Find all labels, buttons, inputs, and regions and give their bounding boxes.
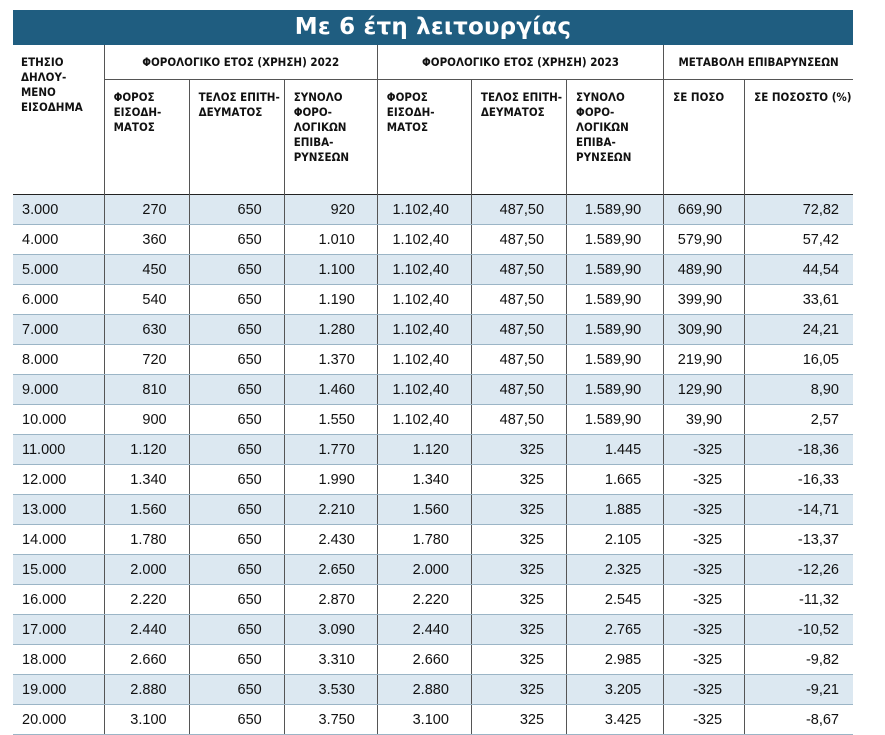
cell-income: 6.000 — [13, 285, 104, 315]
cell-total-2022: 1.550 — [284, 405, 377, 435]
cell-fee-2023: 487,50 — [471, 255, 566, 285]
header-total-2022: ΣΥΝΟΛΟ ΦΟΡΟ- ΛΟΓΙΚΩΝ ΕΠΙΒΑ- ΡΥΝΣΕΩΝ — [284, 80, 377, 195]
cell-change-percent: 72,82 — [745, 195, 853, 225]
cell-fee-2022: 650 — [189, 465, 284, 495]
cell-total-2022: 1.100 — [284, 255, 377, 285]
cell-total-2022: 3.090 — [284, 615, 377, 645]
cell-change-amount: -325 — [664, 525, 745, 555]
cell-fee-2023: 325 — [471, 615, 566, 645]
cell-tax-2022: 2.880 — [104, 675, 189, 705]
cell-change-amount: -325 — [664, 585, 745, 615]
cell-income: 9.000 — [13, 375, 104, 405]
cell-tax-2022: 270 — [104, 195, 189, 225]
table-row — [13, 375, 853, 405]
cell-change-percent: 8,90 — [745, 375, 853, 405]
cell-fee-2022: 650 — [189, 645, 284, 675]
cell-total-2022: 3.310 — [284, 645, 377, 675]
table-row — [13, 315, 853, 345]
cell-income: 14.000 — [13, 525, 104, 555]
cell-change-amount: -325 — [664, 705, 745, 735]
cell-tax-2022: 2.440 — [104, 615, 189, 645]
cell-income: 8.000 — [13, 345, 104, 375]
cell-fee-2023: 325 — [471, 645, 566, 675]
table-header — [13, 45, 853, 195]
cell-change-percent: -8,67 — [745, 705, 853, 735]
cell-tax-2023: 1.102,40 — [377, 225, 471, 255]
cell-income: 10.000 — [13, 405, 104, 435]
table-row — [13, 285, 853, 315]
cell-fee-2023: 325 — [471, 465, 566, 495]
cell-total-2023: 3.425 — [567, 705, 664, 735]
cell-fee-2023: 325 — [471, 675, 566, 705]
cell-tax-2023: 2.660 — [377, 645, 471, 675]
cell-fee-2022: 650 — [189, 255, 284, 285]
cell-change-amount: -325 — [664, 555, 745, 585]
cell-fee-2023: 487,50 — [471, 375, 566, 405]
cell-total-2023: 1.589,90 — [567, 225, 664, 255]
table-row — [13, 465, 853, 495]
cell-total-2023: 2.545 — [567, 585, 664, 615]
cell-total-2022: 3.750 — [284, 705, 377, 735]
cell-total-2023: 3.205 — [567, 675, 664, 705]
cell-fee-2023: 487,50 — [471, 195, 566, 225]
cell-total-2022: 2.430 — [284, 525, 377, 555]
cell-change-amount: 669,90 — [664, 195, 745, 225]
cell-total-2022: 1.010 — [284, 225, 377, 255]
cell-change-amount: -325 — [664, 645, 745, 675]
cell-total-2022: 920 — [284, 195, 377, 225]
cell-change-amount: 489,90 — [664, 255, 745, 285]
cell-change-amount: -325 — [664, 675, 745, 705]
cell-change-percent: 2,57 — [745, 405, 853, 435]
cell-change-amount: 219,90 — [664, 345, 745, 375]
table-row — [13, 555, 853, 585]
cell-tax-2023: 1.102,40 — [377, 285, 471, 315]
cell-total-2022: 1.190 — [284, 285, 377, 315]
table-row — [13, 435, 853, 465]
cell-change-percent: 57,42 — [745, 225, 853, 255]
cell-total-2023: 1.589,90 — [567, 375, 664, 405]
cell-tax-2022: 1.780 — [104, 525, 189, 555]
cell-total-2023: 1.445 — [567, 435, 664, 465]
cell-fee-2022: 650 — [189, 345, 284, 375]
cell-total-2023: 1.589,90 — [567, 315, 664, 345]
cell-tax-2023: 1.120 — [377, 435, 471, 465]
header-group-2023: ΦΟΡΟΛΟΓΙΚΟ ΕΤΟΣ (ΧΡΗΣΗ) 2023 — [377, 45, 663, 80]
cell-fee-2023: 487,50 — [471, 315, 566, 345]
cell-income: 18.000 — [13, 645, 104, 675]
cell-fee-2023: 487,50 — [471, 405, 566, 435]
cell-change-percent: -18,36 — [745, 435, 853, 465]
header-group-2022: ΦΟΡΟΛΟΓΙΚΟ ΕΤΟΣ (ΧΡΗΣΗ) 2022 — [104, 45, 377, 80]
header-tax-2023: ΦΟΡΟΣ ΕΙΣΟΔΗ- ΜΑΤΟΣ — [377, 80, 471, 195]
cell-fee-2022: 650 — [189, 495, 284, 525]
header-income: ΕΤΗΣΙΟ ΔΗΛΟΥ- ΜΕΝΟ ΕΙΣΟΔΗΜΑ — [21, 55, 83, 114]
cell-tax-2023: 3.100 — [377, 705, 471, 735]
cell-tax-2023: 2.000 — [377, 555, 471, 585]
cell-change-amount: 579,90 — [664, 225, 745, 255]
cell-income: 7.000 — [13, 315, 104, 345]
tax-table — [13, 45, 853, 735]
cell-fee-2022: 650 — [189, 675, 284, 705]
cell-tax-2022: 2.660 — [104, 645, 189, 675]
cell-total-2022: 2.870 — [284, 585, 377, 615]
cell-change-amount: 129,90 — [664, 375, 745, 405]
table-row — [13, 255, 853, 285]
header-change-percent: ΣΕ ΠΟΣΟΣΤΟ (%) — [745, 80, 853, 195]
cell-fee-2023: 325 — [471, 435, 566, 465]
cell-change-percent: -13,37 — [745, 525, 853, 555]
cell-fee-2023: 325 — [471, 585, 566, 615]
cell-total-2023: 2.985 — [567, 645, 664, 675]
cell-total-2022: 2.650 — [284, 555, 377, 585]
cell-tax-2023: 1.102,40 — [377, 405, 471, 435]
cell-total-2023: 1.589,90 — [567, 285, 664, 315]
cell-fee-2022: 650 — [189, 435, 284, 465]
cell-total-2023: 1.885 — [567, 495, 664, 525]
cell-total-2022: 1.770 — [284, 435, 377, 465]
cell-income: 20.000 — [13, 705, 104, 735]
cell-fee-2022: 650 — [189, 705, 284, 735]
cell-tax-2023: 1.102,40 — [377, 195, 471, 225]
cell-total-2023: 1.589,90 — [567, 405, 664, 435]
cell-tax-2022: 2.220 — [104, 585, 189, 615]
cell-fee-2022: 650 — [189, 405, 284, 435]
header-group-change: ΜΕΤΑΒΟΛΗ ΕΠΙΒΑΡΥΝΣΕΩΝ — [664, 45, 853, 80]
table-row — [13, 645, 853, 675]
cell-change-amount: 309,90 — [664, 315, 745, 345]
cell-fee-2023: 487,50 — [471, 345, 566, 375]
cell-change-percent: -14,71 — [745, 495, 853, 525]
cell-total-2022: 1.280 — [284, 315, 377, 345]
cell-income: 4.000 — [13, 225, 104, 255]
cell-change-amount: -325 — [664, 465, 745, 495]
cell-fee-2022: 650 — [189, 375, 284, 405]
cell-total-2022: 3.530 — [284, 675, 377, 705]
table-row — [13, 195, 853, 225]
cell-change-amount: -325 — [664, 435, 745, 465]
cell-change-percent: -9,21 — [745, 675, 853, 705]
cell-tax-2023: 1.560 — [377, 495, 471, 525]
cell-total-2023: 2.105 — [567, 525, 664, 555]
table-row — [13, 405, 853, 435]
cell-income: 13.000 — [13, 495, 104, 525]
header-tax-2022: ΦΟΡΟΣ ΕΙΣΟΔΗ- ΜΑΤΟΣ — [104, 80, 189, 195]
cell-fee-2022: 650 — [189, 195, 284, 225]
table-row — [13, 495, 853, 525]
table-body — [13, 195, 853, 735]
cell-tax-2023: 1.102,40 — [377, 345, 471, 375]
table-title: Με 6 έτη λειτουργίας — [13, 10, 853, 45]
cell-total-2023: 1.589,90 — [567, 345, 664, 375]
cell-fee-2022: 650 — [189, 615, 284, 645]
cell-tax-2022: 630 — [104, 315, 189, 345]
cell-total-2022: 1.370 — [284, 345, 377, 375]
cell-change-percent: -10,52 — [745, 615, 853, 645]
cell-tax-2022: 900 — [104, 405, 189, 435]
cell-total-2022: 1.990 — [284, 465, 377, 495]
cell-total-2023: 2.325 — [567, 555, 664, 585]
cell-change-percent: -9,82 — [745, 645, 853, 675]
cell-fee-2022: 650 — [189, 315, 284, 345]
header-fee-2022: ΤΕΛΟΣ ΕΠΙΤΗ- ΔΕΥΜΑΤΟΣ — [189, 80, 284, 195]
cell-fee-2023: 487,50 — [471, 225, 566, 255]
cell-tax-2023: 2.220 — [377, 585, 471, 615]
cell-change-percent: -16,33 — [745, 465, 853, 495]
cell-fee-2023: 487,50 — [471, 285, 566, 315]
cell-tax-2023: 1.102,40 — [377, 375, 471, 405]
cell-tax-2022: 1.340 — [104, 465, 189, 495]
cell-tax-2022: 540 — [104, 285, 189, 315]
cell-tax-2023: 1.102,40 — [377, 315, 471, 345]
cell-change-percent: 24,21 — [745, 315, 853, 345]
cell-total-2023: 2.765 — [567, 615, 664, 645]
cell-total-2022: 1.460 — [284, 375, 377, 405]
cell-tax-2023: 1.102,40 — [377, 255, 471, 285]
cell-tax-2023: 1.780 — [377, 525, 471, 555]
cell-income: 16.000 — [13, 585, 104, 615]
cell-total-2023: 1.589,90 — [567, 255, 664, 285]
header-total-2023: ΣΥΝΟΛΟ ΦΟΡΟ- ΛΟΓΙΚΩΝ ΕΠΙΒΑ- ΡΥΝΣΕΩΝ — [567, 80, 664, 195]
cell-income: 5.000 — [13, 255, 104, 285]
cell-tax-2022: 1.560 — [104, 495, 189, 525]
cell-total-2022: 2.210 — [284, 495, 377, 525]
cell-fee-2022: 650 — [189, 525, 284, 555]
cell-fee-2023: 325 — [471, 525, 566, 555]
cell-change-percent: 33,61 — [745, 285, 853, 315]
table-row — [13, 225, 853, 255]
cell-tax-2023: 2.440 — [377, 615, 471, 645]
table-row — [13, 585, 853, 615]
cell-change-amount: 39,90 — [664, 405, 745, 435]
cell-fee-2023: 325 — [471, 495, 566, 525]
table-row — [13, 615, 853, 645]
cell-fee-2022: 650 — [189, 585, 284, 615]
cell-total-2023: 1.665 — [567, 465, 664, 495]
cell-change-amount: -325 — [664, 615, 745, 645]
header-change-amount: ΣΕ ΠΟΣΟ — [664, 80, 745, 195]
cell-change-percent: -12,26 — [745, 555, 853, 585]
header-fee-2023: ΤΕΛΟΣ ΕΠΙΤΗ- ΔΕΥΜΑΤΟΣ — [471, 80, 566, 195]
cell-change-amount: -325 — [664, 495, 745, 525]
cell-income: 17.000 — [13, 615, 104, 645]
cell-fee-2022: 650 — [189, 555, 284, 585]
cell-tax-2022: 2.000 — [104, 555, 189, 585]
cell-tax-2022: 720 — [104, 345, 189, 375]
cell-tax-2022: 810 — [104, 375, 189, 405]
cell-income: 15.000 — [13, 555, 104, 585]
table-row — [13, 345, 853, 375]
cell-fee-2022: 650 — [189, 225, 284, 255]
cell-change-percent: 16,05 — [745, 345, 853, 375]
cell-change-percent: 44,54 — [745, 255, 853, 285]
cell-fee-2023: 325 — [471, 705, 566, 735]
cell-income: 12.000 — [13, 465, 104, 495]
cell-tax-2023: 1.340 — [377, 465, 471, 495]
cell-income: 19.000 — [13, 675, 104, 705]
cell-tax-2022: 360 — [104, 225, 189, 255]
cell-tax-2022: 3.100 — [104, 705, 189, 735]
cell-income: 11.000 — [13, 435, 104, 465]
cell-total-2023: 1.589,90 — [567, 195, 664, 225]
table-row — [13, 675, 853, 705]
table-row — [13, 525, 853, 555]
cell-tax-2023: 2.880 — [377, 675, 471, 705]
cell-income: 3.000 — [13, 195, 104, 225]
tax-table-figure — [13, 10, 853, 735]
cell-tax-2022: 1.120 — [104, 435, 189, 465]
cell-change-amount: 399,90 — [664, 285, 745, 315]
cell-fee-2022: 650 — [189, 285, 284, 315]
cell-fee-2023: 325 — [471, 555, 566, 585]
cell-change-percent: -11,32 — [745, 585, 853, 615]
cell-tax-2022: 450 — [104, 255, 189, 285]
